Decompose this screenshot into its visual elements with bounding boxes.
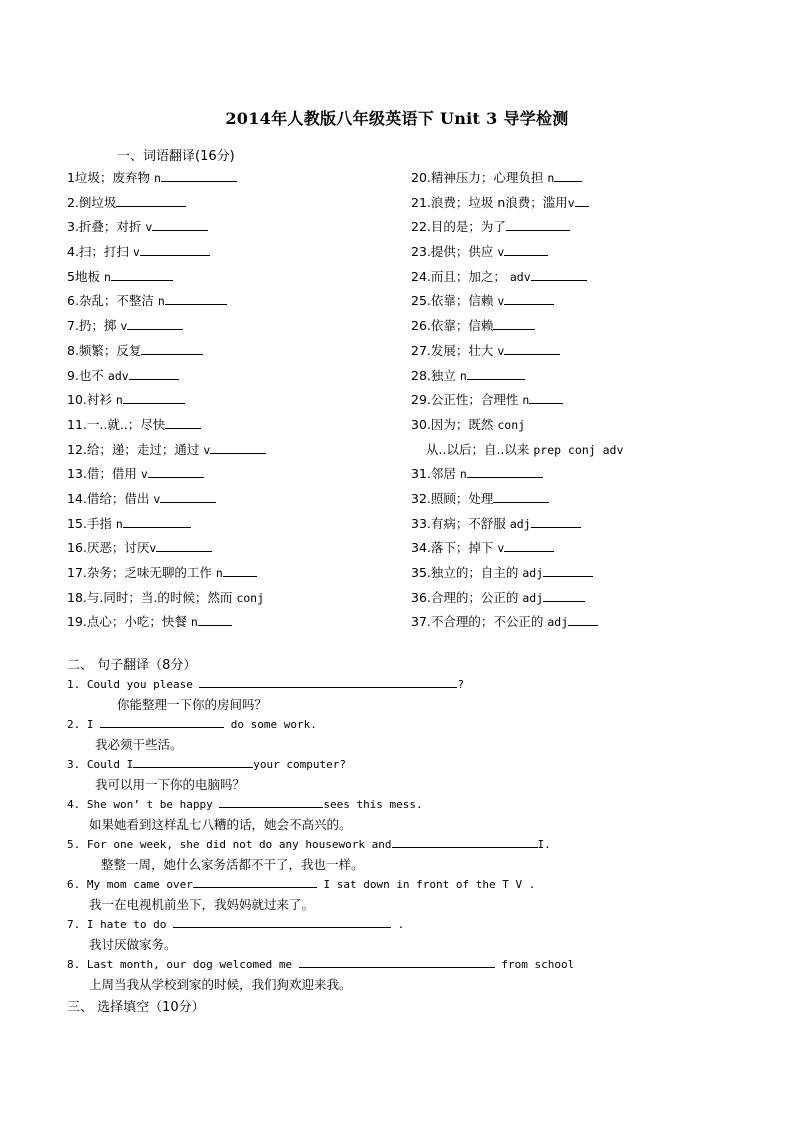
vocab-sub-pos: prep conj adv <box>533 443 624 457</box>
answer-blank[interactable] <box>140 242 210 256</box>
answer-blank[interactable] <box>129 366 179 380</box>
vocab-item <box>411 464 598 489</box>
sentence-chinese: 我必须干些活。 <box>95 737 183 752</box>
vocab-part-of-speech: adj <box>547 615 569 630</box>
vocab-chinese: 21.浪费；垃圾 n浪费；滥用 <box>411 194 568 210</box>
answer-blank[interactable] <box>156 538 212 552</box>
answer-blank[interactable] <box>198 612 232 626</box>
vocab-chinese: 1垃圾；废弃物 <box>67 170 154 185</box>
answer-blank[interactable] <box>199 676 457 688</box>
vocab-column-left <box>67 168 266 637</box>
vocab-part-of-speech: v <box>497 294 505 309</box>
vocab-chinese: 31.邻居 <box>411 466 460 482</box>
vocab-chinese: 30.因为；既然 <box>411 416 498 432</box>
vocab-item <box>67 316 266 341</box>
vocab-part-of-speech: n <box>522 393 530 408</box>
answer-blank[interactable] <box>127 316 183 330</box>
sentence-number: 1. <box>67 678 87 691</box>
vocab-chinese: 12.给；递；走过；通过 <box>67 441 204 457</box>
vocab-item <box>67 538 266 563</box>
vocab-part-of-speech: adv <box>107 368 129 383</box>
vocab-part-of-speech: conj <box>236 590 265 605</box>
vocab-item <box>411 563 598 588</box>
vocab-part-of-speech: conj <box>497 417 526 432</box>
vocab-item <box>411 366 598 391</box>
vocab-chinese: 4.扫；打扫 <box>67 244 133 260</box>
answer-blank[interactable] <box>504 538 554 552</box>
vocab-part-of-speech: v <box>497 343 505 358</box>
vocab-chinese: 8.频繁；反复 <box>67 342 142 358</box>
sentence-chinese: 我一在电视机前坐下，我妈妈就过来了。 <box>89 897 315 912</box>
vocab-chinese: 19.点心；小吃；快餐 <box>67 614 191 630</box>
answer-blank[interactable] <box>165 291 227 305</box>
answer-blank[interactable] <box>210 440 266 454</box>
answer-blank[interactable] <box>543 588 585 602</box>
answer-blank[interactable] <box>193 876 317 888</box>
section-1-heading: 一、词语翻译(16分) <box>117 149 235 164</box>
sentence-number: 4. <box>67 798 87 811</box>
sentence-english <box>67 716 574 736</box>
sentence-text-after: do some work. <box>224 718 317 731</box>
sentence-english <box>67 796 574 816</box>
answer-blank[interactable] <box>141 341 203 355</box>
sentence-chinese: 我讨厌做家务。 <box>89 937 177 952</box>
vocab-chinese: 10.衬衫 <box>67 392 116 408</box>
answer-blank[interactable] <box>123 514 191 528</box>
vocab-item <box>67 464 266 489</box>
vocab-chinese: 26.依靠；信赖 <box>411 318 494 334</box>
sentence-english <box>67 676 574 696</box>
answer-blank[interactable] <box>123 390 185 404</box>
sentence-chinese: 上周当我从学校到家的时候，我们狗欢迎来我。 <box>89 977 352 992</box>
vocab-chinese: 29.公正性；合理性 <box>411 392 523 408</box>
vocab-item <box>67 366 266 391</box>
vocab-item <box>411 316 598 341</box>
sentence-number: 8. <box>67 958 87 971</box>
vocab-part-of-speech: adj <box>509 516 531 531</box>
vocab-item <box>67 341 266 366</box>
answer-blank[interactable] <box>173 916 391 928</box>
vocab-part-of-speech: v <box>120 319 128 334</box>
sentence-english <box>67 876 574 896</box>
vocab-chinese: 9.也不 <box>67 367 108 383</box>
sentence-number: 2. <box>67 718 87 731</box>
vocab-item <box>67 267 266 292</box>
sentence-text-after: ? <box>457 678 465 691</box>
sentence-english <box>67 836 574 856</box>
section-3-heading: 三、 选择填空（10分） <box>67 1000 205 1015</box>
vocab-item <box>411 242 598 267</box>
vocab-chinese: 14.借给；借出 <box>67 490 154 506</box>
sentence-english <box>67 916 574 936</box>
answer-blank[interactable] <box>543 563 593 577</box>
vocab-chinese: 36.合理的；公正的 <box>411 589 523 605</box>
vocab-chinese: 13.借；借用 <box>67 466 141 482</box>
sentence-number: 5. <box>67 838 87 851</box>
vocab-chinese: 3.折叠；对折 <box>67 219 146 235</box>
vocab-chinese: 7.扔；掷 <box>67 318 121 334</box>
sentence-text-after: sees this mess. <box>323 798 423 811</box>
sentence-text-after: I. <box>537 838 551 851</box>
sentence-text-before: Could I <box>86 758 134 771</box>
vocab-item <box>67 563 266 588</box>
vocab-item <box>411 168 598 193</box>
vocab-part-of-speech: n <box>103 269 111 284</box>
vocab-chinese: 25.依靠；信赖 <box>411 293 498 309</box>
sentence-text-after: from school <box>494 958 575 971</box>
answer-blank[interactable] <box>160 489 216 503</box>
vocab-item <box>411 390 598 415</box>
vocab-part-of-speech: adj <box>522 590 544 605</box>
answer-blank[interactable] <box>531 514 581 528</box>
vocab-item <box>67 217 266 242</box>
vocab-part-of-speech: n <box>115 393 123 408</box>
vocab-chinese: 35.独立的；自主的 <box>411 565 523 580</box>
answer-blank[interactable] <box>165 415 201 429</box>
answer-blank[interactable] <box>568 612 598 626</box>
vocab-chinese: 33.有病；不舒服 <box>411 515 510 531</box>
vocab-item <box>67 489 266 514</box>
sentence-english <box>67 756 574 776</box>
answer-blank[interactable] <box>504 341 560 355</box>
vocab-part-of-speech: v <box>567 195 575 210</box>
vocab-item <box>67 588 266 613</box>
vocab-item <box>67 193 266 218</box>
vocab-part-of-speech: n <box>157 294 165 309</box>
answer-blank[interactable] <box>133 756 253 768</box>
vocab-item-30-extra <box>426 440 623 458</box>
vocab-part-of-speech: v <box>203 442 211 457</box>
vocab-column-right <box>411 168 598 637</box>
vocab-part-of-speech: v <box>132 245 140 260</box>
vocab-part-of-speech: v <box>497 541 505 556</box>
vocab-part-of-speech: n <box>153 171 161 185</box>
vocab-item <box>67 242 266 267</box>
answer-blank[interactable] <box>161 168 237 182</box>
vocab-part-of-speech: v <box>497 245 505 260</box>
answer-blank[interactable] <box>493 489 549 503</box>
vocab-part-of-speech: adj <box>522 566 544 580</box>
vocab-chinese: 17.杂务；乏味无聊的工作 <box>67 565 216 580</box>
answer-blank[interactable] <box>531 267 587 281</box>
sentence-english <box>67 956 574 976</box>
section-2-heading: 二、 句子翻译（8分） <box>67 658 197 673</box>
answer-blank[interactable] <box>219 796 323 808</box>
answer-blank[interactable] <box>148 464 204 478</box>
vocab-item <box>411 538 598 563</box>
sentence-chinese: 如果她看到这样乱七八糟的话，她会不高兴的。 <box>89 817 352 832</box>
vocab-item <box>411 341 598 366</box>
vocab-part-of-speech: n <box>115 516 123 531</box>
vocab-chinese: 34.落下；掉下 <box>411 540 498 556</box>
answer-blank[interactable] <box>152 217 208 231</box>
page-title: 2014年人教版八年级英语下 Unit 3 导学检测 <box>225 109 569 128</box>
sentence-chinese: 你能整理一下你的房间吗？ <box>117 697 268 712</box>
sentence-chinese: 整整一周，她什么家务活都不干了，我也一样。 <box>101 857 364 872</box>
vocab-part-of-speech: n <box>215 566 223 580</box>
vocab-chinese: 24.而且；加之； <box>411 268 510 284</box>
vocab-item <box>67 612 266 637</box>
vocab-item <box>67 291 266 316</box>
sentence-list <box>67 676 574 996</box>
answer-blank[interactable] <box>506 217 570 231</box>
vocab-chinese: 37.不合理的；不公正的 <box>411 614 548 630</box>
answer-blank[interactable] <box>575 193 589 207</box>
vocab-chinese: 18.与.同时；当.的时候；然而 <box>67 589 237 605</box>
vocab-chinese: 20.精神压力；心理负担 <box>411 170 548 185</box>
sentence-number: 3. <box>67 758 87 771</box>
vocab-part-of-speech: v <box>153 491 161 506</box>
sentence-text-before: I hate to do <box>86 918 173 931</box>
vocab-part-of-speech: n <box>459 467 467 482</box>
vocab-chinese: 22.目的是；为了 <box>411 219 506 235</box>
vocab-item <box>411 267 598 292</box>
vocab-chinese: 2.倒垃圾 <box>67 194 117 210</box>
vocab-item <box>411 415 598 440</box>
vocab-sub-text: 从..以后；自..以来 <box>426 442 534 457</box>
sentence-text-before: She won’ t be happy <box>86 798 220 811</box>
answer-blank[interactable] <box>116 193 186 207</box>
answer-blank[interactable] <box>493 316 535 330</box>
vocab-chinese: 23.提供；供应 <box>411 244 498 260</box>
vocab-item <box>67 168 266 193</box>
vocab-item <box>411 217 598 242</box>
sentence-text-after: I sat down in front of the T V . <box>316 878 536 891</box>
vocab-part-of-speech: n <box>547 171 555 185</box>
vocab-chinese: 16.厌恶；讨厌 <box>67 540 150 556</box>
vocab-item <box>411 514 598 539</box>
vocab-item <box>67 514 266 539</box>
answer-blank[interactable] <box>504 291 554 305</box>
sentence-number: 6. <box>67 878 87 891</box>
vocab-chinese: 6.杂乱；不整洁 <box>67 293 158 309</box>
answer-blank[interactable] <box>504 242 548 256</box>
sentence-text-after: . <box>390 918 405 931</box>
vocab-item <box>411 588 598 613</box>
vocab-item <box>67 390 266 415</box>
vocab-item <box>411 291 598 316</box>
vocab-part-of-speech: v <box>140 467 148 482</box>
vocab-part-of-speech: adv <box>509 269 531 284</box>
sentence-text-before: My mom came over <box>86 878 193 891</box>
answer-blank[interactable] <box>467 366 525 380</box>
answer-blank[interactable] <box>299 956 495 968</box>
vocab-item <box>67 440 266 465</box>
vocab-chinese: 11.一..就..；尽快 <box>67 416 166 432</box>
vocab-chinese: 32.照顾；处理 <box>411 490 494 506</box>
vocab-part-of-speech: n <box>190 615 198 630</box>
sentence-text-before: For one week, she did not do any housework and <box>86 838 392 851</box>
sentence-text-before: I <box>86 718 101 731</box>
answer-blank[interactable] <box>111 267 173 281</box>
sentence-text-before: Could you please <box>86 678 200 691</box>
answer-blank[interactable] <box>223 563 257 577</box>
vocab-item <box>67 415 266 440</box>
sentence-chinese: 我可以用一下你的电脑吗？ <box>95 777 246 792</box>
vocab-chinese: 15.手指 <box>67 515 116 531</box>
answer-blank[interactable] <box>467 464 543 478</box>
vocab-chinese: 28.独立 <box>411 367 460 383</box>
sentence-number: 7. <box>67 918 87 931</box>
vocab-part-of-speech: v <box>145 220 153 235</box>
answer-blank[interactable] <box>529 390 563 404</box>
vocab-item <box>411 489 598 514</box>
vocab-item <box>411 193 598 218</box>
answer-blank[interactable] <box>554 168 582 182</box>
sentence-text-after: your computer? <box>253 758 346 771</box>
sentence-text-before: Last month, our dog welcomed me <box>86 958 299 971</box>
vocab-item <box>411 612 598 637</box>
answer-blank[interactable] <box>392 836 538 848</box>
vocab-part-of-speech: n <box>459 368 467 383</box>
vocab-chinese: 27.发展；壮大 <box>411 342 498 358</box>
vocab-part-of-speech: v <box>149 541 157 556</box>
answer-blank[interactable] <box>100 716 224 728</box>
vocab-chinese: 5地板 <box>67 268 104 284</box>
